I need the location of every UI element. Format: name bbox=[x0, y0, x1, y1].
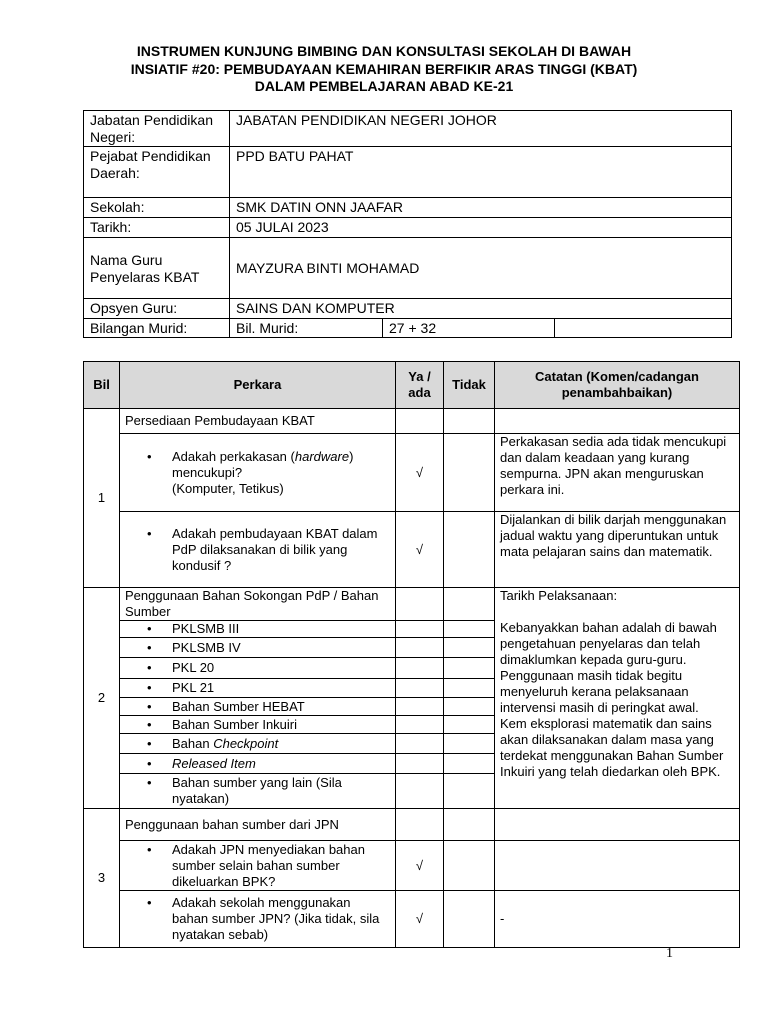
section-1-number: 1 bbox=[84, 409, 120, 588]
resource-item: • PKLSMB IV bbox=[120, 638, 396, 658]
cell-empty bbox=[396, 621, 444, 638]
pejabat-label: Pejabat Pendidikan Daerah: bbox=[84, 147, 230, 198]
cell-empty bbox=[495, 409, 740, 434]
resource-item: • PKLSMB III bbox=[120, 621, 396, 638]
section-3-question-2: • Adakah sekolah menggunakan bahan sumber JPN? (Jika tidak, sila nyatakan sebab) bbox=[120, 891, 396, 948]
doc-title-line-1: INSTRUMEN KUNJUNG BIMBING DAN KONSULTASI SEKOLAH DI BAWAH bbox=[136, 43, 632, 59]
header-perkara: Perkara bbox=[120, 362, 396, 409]
cell-empty bbox=[444, 754, 495, 774]
cell-empty bbox=[444, 621, 495, 638]
cell-empty bbox=[444, 841, 495, 891]
doc-title-line-2: INSIATIF #20: PEMBUDAYAAN KEMAHIRAN BERFIKIR ARAS TINGGI (KBAT) bbox=[130, 61, 638, 77]
header-ya: Ya / ada bbox=[396, 362, 444, 409]
cell-empty bbox=[396, 638, 444, 658]
bullet-icon: • bbox=[147, 698, 152, 714]
resource-item: • Bahan Sumber Inkuiri bbox=[120, 716, 396, 734]
cell-empty bbox=[444, 658, 495, 679]
section-1-question-1: • Adakah perkakasan (hardware) mencukupi? (Komputer, Tetikus) bbox=[120, 434, 396, 512]
header-tidak: Tidak bbox=[444, 362, 495, 409]
section-1-note-2: Dijalankan di bilik darjah menggunakan jadual waktu yang diperuntukan untuk mata pelajaran sains dan matematik. bbox=[495, 512, 740, 588]
cell-empty bbox=[396, 754, 444, 774]
cell-empty bbox=[444, 809, 495, 841]
bullet-icon: • bbox=[147, 755, 152, 771]
cell-empty bbox=[396, 716, 444, 734]
sekolah-label: Sekolah: bbox=[84, 198, 230, 218]
resource-item: • PKL 21 bbox=[120, 679, 396, 698]
section-1-question-2: • Adakah pembudayaan KBAT dalam PdP dilaksanakan di bilik yang kondusif ? bbox=[120, 512, 396, 588]
cell-empty bbox=[444, 434, 495, 512]
section-3-number: 3 bbox=[84, 809, 120, 948]
cell-empty bbox=[444, 734, 495, 754]
cell-empty bbox=[444, 588, 495, 621]
murid-empty bbox=[555, 319, 732, 338]
cell-empty bbox=[396, 588, 444, 621]
section-3-heading: Penggunaan bahan sumber dari JPN bbox=[120, 809, 396, 841]
page-number: 1 bbox=[666, 946, 673, 961]
cell-empty bbox=[444, 409, 495, 434]
check-mark: √ bbox=[396, 841, 444, 891]
cell-empty bbox=[495, 841, 740, 891]
cell-empty bbox=[396, 409, 444, 434]
opsyen-label: Opsyen Guru: bbox=[84, 299, 230, 319]
check-mark: √ bbox=[396, 434, 444, 512]
opsyen-value: SAINS DAN KOMPUTER bbox=[230, 299, 732, 319]
cell-empty bbox=[444, 679, 495, 698]
cell-empty bbox=[396, 658, 444, 679]
resource-item: • Bahan Checkpoint bbox=[120, 734, 396, 754]
resource-item: • Bahan Sumber HEBAT bbox=[120, 698, 396, 716]
bullet-icon: • bbox=[147, 525, 152, 541]
resource-item: • PKL 20 bbox=[120, 658, 396, 679]
cell-empty bbox=[444, 638, 495, 658]
bullet-icon: • bbox=[147, 639, 152, 655]
cell-empty bbox=[444, 698, 495, 716]
doc-title-line-3: DALAM PEMBELAJARAN ABAD KE-21 bbox=[254, 78, 514, 94]
murid-value: 27 + 32 bbox=[383, 319, 555, 338]
section-3-question-1: • Adakah JPN menyediakan bahan sumber selain bahan sumber dikeluarkan BPK? bbox=[120, 841, 396, 891]
guru-label: Nama Guru Penyelaras KBAT bbox=[84, 238, 230, 299]
jabatan-value: JABATAN PENDIDIKAN NEGERI JOHOR bbox=[230, 111, 732, 147]
bullet-icon: • bbox=[147, 660, 152, 675]
bullet-icon: • bbox=[147, 448, 152, 464]
check-mark: √ bbox=[396, 891, 444, 948]
bullet-icon: • bbox=[147, 680, 152, 695]
section-1-heading: Persediaan Pembudayaan KBAT bbox=[120, 409, 396, 434]
murid-label: Bilangan Murid: bbox=[84, 319, 230, 338]
section-3-note-2: - bbox=[495, 891, 740, 948]
tarikh-label: Tarikh: bbox=[84, 218, 230, 238]
checklist-table bbox=[83, 361, 740, 948]
check-mark: √ bbox=[396, 512, 444, 588]
cell-empty bbox=[444, 774, 495, 809]
school-info-table bbox=[83, 110, 732, 338]
resource-item: • Released Item bbox=[120, 754, 396, 774]
sekolah-value: SMK DATIN ONN JAAFAR bbox=[230, 198, 732, 218]
tarikh-value: 05 JULAI 2023 bbox=[230, 218, 732, 238]
bullet-icon: • bbox=[147, 841, 152, 857]
cell-empty bbox=[444, 512, 495, 588]
cell-empty bbox=[444, 716, 495, 734]
header-catatan: Catatan (Komen/cadangan penambahbaikan) bbox=[495, 362, 740, 409]
bullet-icon: • bbox=[147, 895, 152, 910]
resource-item: • Bahan sumber yang lain (Sila nyatakan) bbox=[120, 774, 396, 809]
section-2-heading: Penggunaan Bahan Sokongan PdP / Bahan Sumber bbox=[120, 588, 396, 621]
cell-empty bbox=[396, 679, 444, 698]
section-1-note-1: Perkakasan sedia ada tidak mencukupi dan dalam keadaan yang kurang sempurna. JPN akan menguruskan perkara ini. bbox=[495, 434, 740, 512]
bullet-icon: • bbox=[147, 716, 152, 732]
cell-empty bbox=[396, 774, 444, 809]
bullet-icon: • bbox=[147, 775, 152, 790]
cell-empty bbox=[396, 809, 444, 841]
cell-empty bbox=[495, 809, 740, 841]
guru-value: MAYZURA BINTI MOHAMAD bbox=[230, 238, 732, 299]
cell-empty bbox=[444, 891, 495, 948]
pejabat-value: PPD BATU PAHAT bbox=[230, 147, 732, 198]
murid-sublabel: Bil. Murid: bbox=[230, 319, 383, 338]
cell-empty bbox=[396, 698, 444, 716]
jabatan-label: Jabatan Pendidikan Negeri: bbox=[84, 111, 230, 147]
bullet-icon: • bbox=[147, 735, 152, 751]
header-bil: Bil bbox=[84, 362, 120, 409]
bullet-icon: • bbox=[147, 621, 152, 636]
section-2-number: 2 bbox=[84, 588, 120, 809]
section-2-note: Tarikh Pelaksanaan: Kebanyakkan bahan adalah di bawah pengetahuan penyelaras dan telah dimaklumkan kepada guru-guru. Penggunaan masih tidak begitu menyeluruh kerana pelaksanaan intervensi masih di peringkat awal. Kem eksplorasi matematik dan sains akan dilaksanakan dalam masa yang terdekat menggunakan Bahan Sumber Inkuiri yang telah diedarkan oleh BPK. bbox=[495, 588, 740, 809]
cell-empty bbox=[396, 734, 444, 754]
